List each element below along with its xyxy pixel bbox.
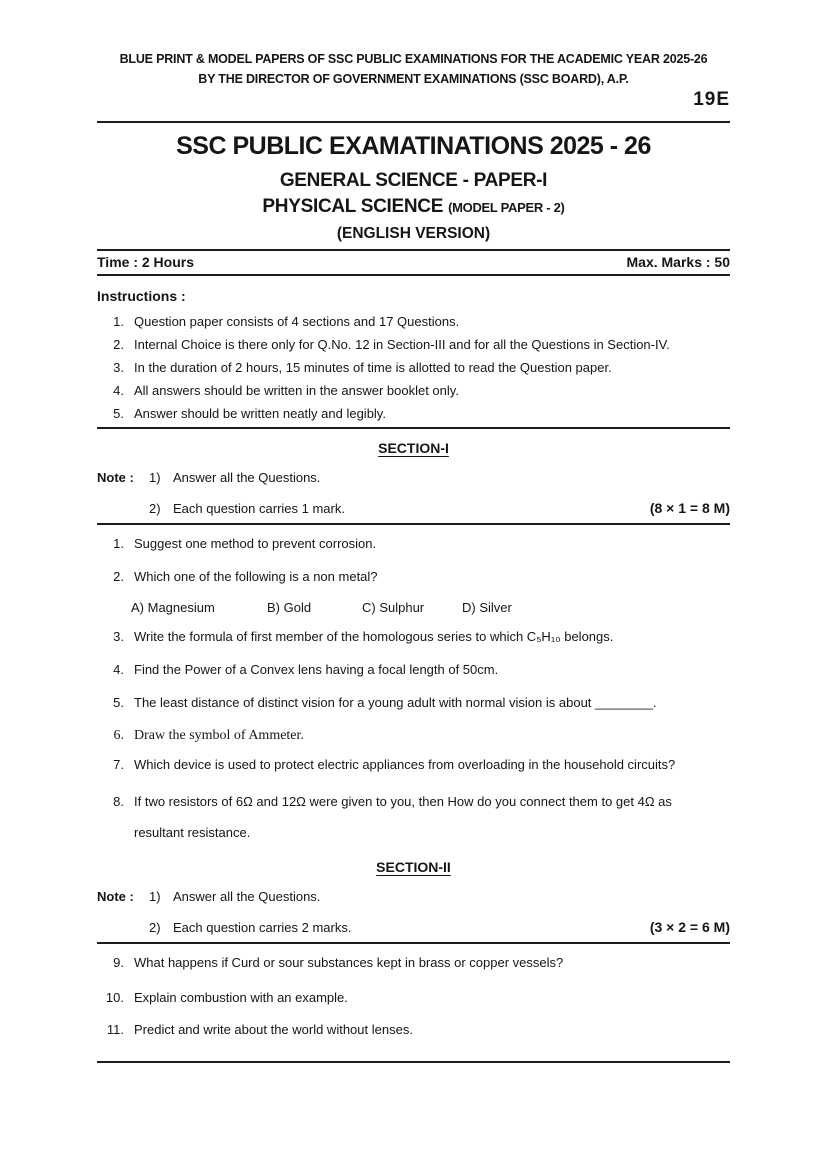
version-label: (ENGLISH VERSION) [336, 225, 491, 242]
note-number: 1) [149, 889, 161, 904]
instruction-text: All answers should be written in the answer booklet only. [134, 383, 459, 398]
paper-subtitle-note: (MODEL PAPER - 2) [448, 200, 565, 215]
section-1-heading: SECTION-I [378, 440, 449, 456]
question-number: 10. [105, 990, 124, 1005]
subject-title: GENERAL SCIENCE - PAPER-I [279, 170, 548, 191]
instruction-item [97, 314, 730, 329]
section-1-divider [97, 523, 730, 525]
note-number: 2) [149, 501, 161, 516]
question-row [97, 662, 730, 677]
question-row [97, 569, 730, 584]
question-row [97, 629, 730, 644]
note-number: 2) [149, 920, 161, 935]
header-divider [97, 121, 730, 123]
max-marks-label: Max. Marks : 50 [626, 254, 730, 270]
section-1-note-1 [97, 470, 730, 485]
question-row [97, 536, 730, 551]
section-2-divider [97, 942, 730, 944]
note-label: Note : [97, 470, 134, 485]
section-1-note-2 [97, 501, 730, 516]
instruction-item [97, 337, 730, 352]
instruction-number: 5. [113, 406, 124, 421]
meta-bar [97, 249, 730, 276]
question-text: Predict and write about the world without lenses. [134, 1022, 413, 1037]
instruction-number: 4. [113, 383, 124, 398]
instruction-number: 1. [113, 314, 124, 329]
instructions-divider [97, 427, 730, 429]
question-text: Write the formula of first member of the homologous series to which C₅H₁₀ belongs. [134, 629, 614, 644]
question-row [97, 955, 730, 970]
question-text: Find the Power of a Convex lens having a focal length of 50cm. [134, 662, 499, 677]
question-row [97, 728, 730, 743]
question-text: Suggest one method to prevent corrosion. [134, 536, 377, 551]
option-b: B) Gold [267, 600, 312, 615]
question-row [97, 990, 730, 1005]
instruction-item [97, 383, 730, 398]
top-banner [97, 49, 730, 89]
question-text: Which one of the following is a non metal? [134, 569, 378, 584]
question-2-options [97, 600, 730, 615]
paper-title [97, 196, 730, 218]
banner-line-2: BY THE DIRECTOR OF GOVERNMENT EXAMINATIONS (SSC BOARD), A.P. [198, 72, 629, 86]
time-label: Time : 2 Hours [97, 254, 194, 270]
question-number: 11. [106, 1022, 124, 1037]
option-a: A) Magnesium [131, 600, 215, 615]
question-number: 2. [113, 569, 124, 584]
question-row [97, 757, 730, 772]
question-text: What happens if Curd or sour substances kept in brass or copper vessels? [134, 955, 564, 970]
note-text: Answer all the Questions. [173, 889, 321, 904]
note-text: Answer all the Questions. [173, 470, 321, 485]
section-2-note-2 [97, 920, 730, 935]
question-number: 3. [113, 629, 124, 644]
instruction-number: 2. [113, 337, 124, 352]
question-text: Draw the symbol of Ammeter. [134, 728, 304, 743]
note-text: Each question carries 2 marks. [173, 920, 352, 935]
question-row [97, 786, 730, 848]
question-row [97, 1022, 730, 1037]
instructions-heading: Instructions : [97, 288, 186, 304]
section-2-note-1 [97, 889, 730, 904]
question-text [134, 786, 730, 848]
paper-name: PHYSICAL SCIENCE [262, 196, 444, 217]
bottom-divider [97, 1061, 730, 1063]
paper-code: 19E [693, 89, 730, 110]
question-text: Which device is used to protect electric appliances from overloading in the household circuits? [134, 757, 676, 772]
note-text: Each question carries 1 mark. [173, 501, 345, 516]
instruction-text: Internal Choice is there only for Q.No. 12 in Section-III and for all the Questions in Section-IV. [134, 337, 670, 352]
question-text: Explain combustion with an example. [134, 990, 348, 1005]
question-number: 7. [113, 757, 124, 772]
question-text-line-2: resultant resistance. [134, 825, 251, 840]
instruction-item [97, 406, 730, 421]
instruction-number: 3. [113, 360, 124, 375]
section-1-marks-badge: (8 × 1 = 8 M) [649, 500, 730, 516]
banner-line-1: BLUE PRINT & MODEL PAPERS OF SSC PUBLIC EXAMINATIONS FOR THE ACADEMIC YEAR 2025-26 [119, 52, 708, 66]
note-number: 1) [149, 470, 161, 485]
question-number: 8. [113, 794, 124, 809]
option-d: D) Silver [462, 600, 512, 615]
question-row [97, 695, 730, 710]
option-c: C) Sulphur [362, 600, 425, 615]
question-number: 4. [113, 662, 124, 677]
question-number: 5. [113, 695, 124, 710]
note-label: Note : [97, 889, 134, 904]
instruction-text: Question paper consists of 4 sections and 17 Questions. [134, 314, 460, 329]
section-2-marks-badge: (3 × 2 = 6 M) [649, 919, 730, 935]
instruction-text: In the duration of 2 hours, 15 minutes of time is allotted to read the Question paper. [134, 360, 612, 375]
exam-title: SSC PUBLIC EXAMATINATIONS 2025 - 26 [176, 132, 651, 160]
question-number: 9. [113, 955, 124, 970]
instruction-item [97, 360, 730, 375]
question-text: The least distance of distinct vision for a young adult with normal vision is about ________. [134, 695, 657, 710]
question-number: 6. [113, 728, 124, 743]
instruction-text: Answer should be written neatly and legibly. [134, 406, 386, 421]
section-2-heading: SECTION-II [376, 859, 451, 875]
question-text-line-1: If two resistors of 6Ω and 12Ω were given to you, then How do you connect them to get 4Ω as [134, 794, 672, 809]
question-number: 1. [113, 536, 124, 551]
